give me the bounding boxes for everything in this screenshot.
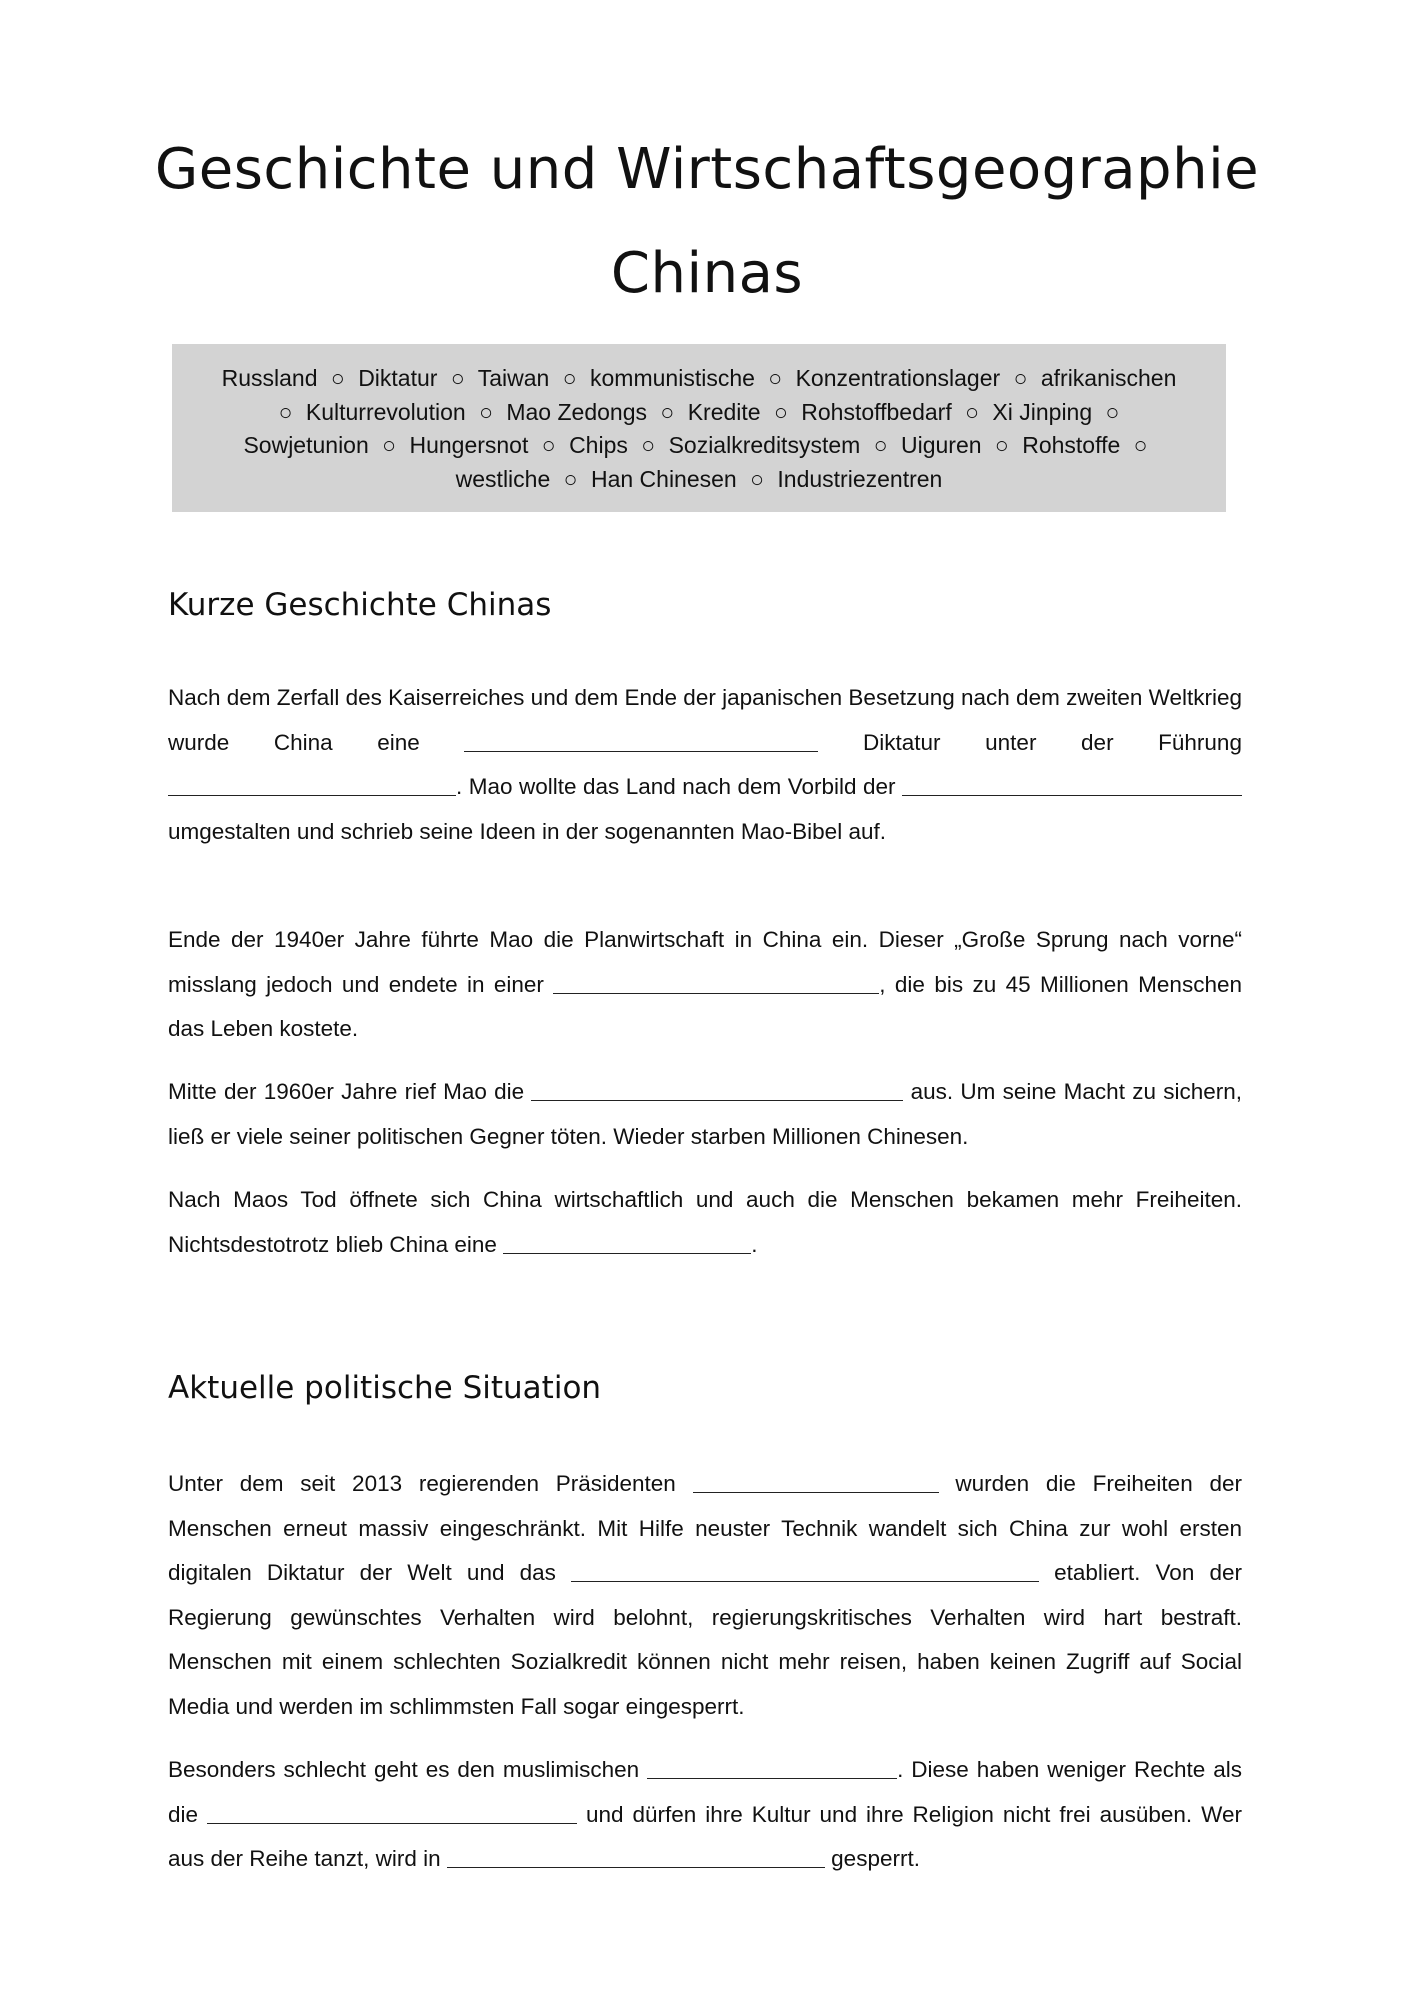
word-bank-separator: ○ — [479, 398, 493, 425]
word-bank-item: Rohstoffbedarf — [801, 398, 952, 425]
word-bank-separator: ○ — [450, 365, 465, 391]
word-bank-item: kommunistische — [590, 365, 755, 391]
word-bank-separator: ○ — [541, 432, 556, 458]
word-bank-item: afrikanischen — [1040, 365, 1177, 391]
word-bank-item: Han Chinesen — [590, 465, 737, 492]
text: Mitte der 1960er Jahre rief Mao die — [168, 1079, 525, 1104]
text: gesperrt. — [831, 1846, 920, 1871]
paragraph-history-4 — [168, 1178, 1242, 1267]
text: und dürfen ihre Kultur und ihre Religion nicht frei ausüben. Wer aus der Reihe tanzt, wird in — [168, 1801, 1242, 1871]
blank-3[interactable] — [902, 769, 1242, 796]
paragraph-politics-1 — [168, 1462, 1242, 1729]
word-bank-item: Konzentrationslager — [795, 365, 1001, 391]
paragraph-history-2 — [168, 918, 1242, 1052]
blank-4[interactable] — [553, 967, 879, 994]
word-bank — [172, 344, 1226, 512]
blank-5[interactable] — [531, 1074, 903, 1101]
word-bank-separator: ○ — [660, 398, 675, 425]
paragraph-history-3 — [168, 1070, 1242, 1159]
text: Diktatur unter der Führung — [863, 729, 1242, 755]
blank-6[interactable] — [503, 1227, 751, 1254]
page-title: Geschichte und Wirtschaftsgeographie Chinas — [154, 137, 1260, 306]
word-bank-separator: ○ — [562, 365, 577, 391]
paragraph-history-1 — [168, 676, 1242, 854]
word-bank-item: Russland — [221, 365, 318, 391]
word-bank-separator: ○ — [768, 365, 783, 391]
text: . — [751, 1231, 758, 1257]
word-bank-item: Sowjetunion — [243, 432, 369, 458]
blank-7[interactable] — [693, 1466, 939, 1493]
word-bank-item: Xi Jinping — [992, 398, 1093, 425]
section-heading-history: Kurze Geschichte Chinas — [168, 587, 552, 623]
word-bank-separator: ○ — [382, 432, 397, 458]
word-bank-separator: ○ — [965, 398, 980, 425]
section-heading-politics: Aktuelle politische Situation — [168, 1370, 602, 1406]
text: etabliert. Von der Regierung gewünschtes Verhalten wird belohnt, regierungskritisches Verhalten wird hart bestraft. Menschen mit einem schlechten Sozialkredit können nicht mehr reisen, haben keinen Zugriff auf Social Media und werden im schlimmsten Fall sogar eingesperrt. — [168, 1560, 1242, 1719]
word-bank-separator: ○ — [563, 465, 578, 492]
text: Unter dem seit 2013 regierenden Präsidenten — [168, 1471, 676, 1496]
word-bank-separator: ○ — [750, 465, 765, 492]
word-bank-separator: ○ — [641, 432, 656, 458]
text: , die bis zu 45 Millionen Menschen das Leben kostete. — [168, 971, 1242, 1041]
text: Nach dem Zerfall des Kaiserreiches und dem Ende der japanischen Besetzung nach dem zweiten Weltkrieg wurde China eine — [168, 685, 1242, 755]
text: . Diese haben weniger Rechte als die — [168, 1757, 1242, 1827]
word-bank-item: Mao Zedongs — [506, 398, 647, 425]
text: Besonders schlecht geht es den muslimischen — [168, 1757, 640, 1782]
word-bank-separator: ○ — [1133, 432, 1148, 458]
word-bank-item: Industriezentren — [777, 465, 943, 492]
word-bank-separator: ○ — [1013, 365, 1028, 391]
blank-10[interactable] — [207, 1797, 577, 1824]
blank-1[interactable] — [464, 725, 818, 752]
blank-9[interactable] — [647, 1752, 897, 1779]
paragraph-politics-2 — [168, 1748, 1242, 1882]
blank-8[interactable] — [571, 1555, 1039, 1582]
word-bank-item: Rohstoffe — [1022, 432, 1121, 458]
word-bank-separator: ○ — [994, 432, 1009, 458]
word-bank-item: Uiguren — [900, 432, 982, 458]
text: aus. Um seine Macht zu sichern, ließ er viele seiner politischen Gegner töten. Wieder starben Millionen Chinesen. — [168, 1079, 1242, 1149]
word-bank-item: Taiwan — [477, 365, 550, 391]
word-bank-separator: ○ — [278, 398, 293, 425]
text: Ende der 1940er Jahre führte Mao die Planwirtschaft in China ein. Dieser „Große Sprung nach vorne“ misslang jedoch und endete in einer — [168, 927, 1242, 997]
word-bank-item: westliche — [455, 465, 551, 492]
text: . Mao wollte das Land nach dem Vorbild der — [456, 774, 896, 799]
blank-2[interactable] — [168, 769, 456, 796]
word-bank-item: Diktatur — [358, 365, 438, 391]
text: Nach Maos Tod öffnete sich China wirtschaftlich und auch die Menschen bekamen mehr Freiheiten. Nichtsdestotrotz blieb China eine — [168, 1187, 1242, 1257]
word-bank-separator: ○ — [873, 432, 888, 458]
word-bank-separator: ○ — [330, 365, 345, 391]
word-bank-separator: ○ — [773, 398, 788, 425]
word-bank-item: Kulturrevolution — [305, 398, 466, 425]
text: wurden die Freiheiten der Menschen erneut massiv eingeschränkt. Mit Hilfe neuster Technik wandelt sich China zur wohl ersten digitalen Diktatur der Welt und das — [168, 1471, 1242, 1585]
word-bank-item: Chips — [569, 432, 628, 458]
word-bank-item: Sozialkreditsystem — [668, 432, 861, 458]
blank-11[interactable] — [447, 1841, 825, 1868]
word-bank-separator: ○ — [1105, 398, 1120, 425]
word-bank-item: Hungersnot — [409, 432, 529, 458]
word-bank-item: Kredite — [687, 398, 761, 425]
text: umgestalten und schrieb seine Ideen in der sogenannten Mao-Bibel auf. — [168, 818, 886, 844]
